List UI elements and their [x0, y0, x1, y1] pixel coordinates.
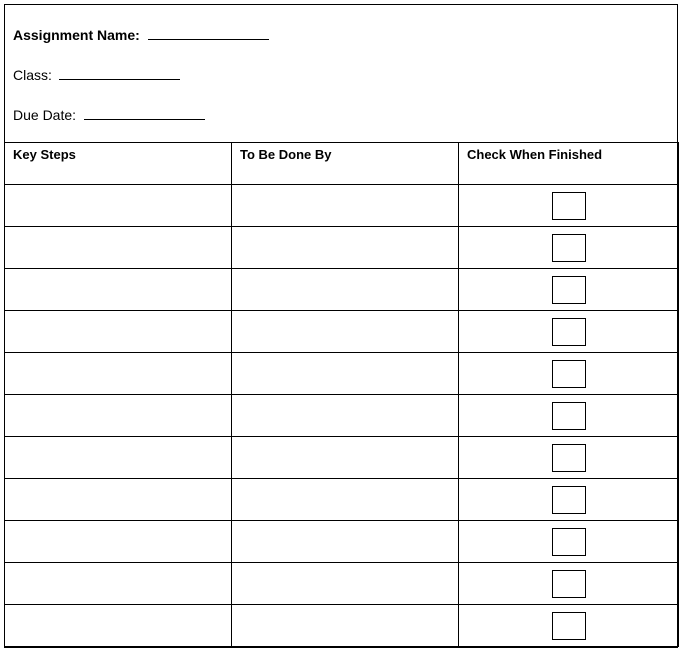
class-field — [13, 66, 180, 84]
finished-checkbox[interactable] — [552, 570, 586, 598]
table-body — [5, 185, 679, 647]
due-date-label: Due Date: — [13, 107, 77, 123]
table-row — [5, 479, 679, 521]
assignment-header — [5, 5, 677, 143]
check-cell — [459, 395, 679, 437]
finished-checkbox[interactable] — [552, 486, 586, 514]
table-row — [5, 437, 679, 479]
to-be-done-by-cell[interactable] — [232, 269, 459, 311]
key-step-cell[interactable] — [5, 353, 232, 395]
finished-checkbox[interactable] — [552, 528, 586, 556]
table-row — [5, 395, 679, 437]
to-be-done-by-cell[interactable] — [232, 227, 459, 269]
finished-checkbox[interactable] — [552, 234, 586, 262]
steps-table — [4, 142, 679, 647]
table-row — [5, 605, 679, 647]
key-step-cell[interactable] — [5, 185, 232, 227]
to-be-done-by-cell[interactable] — [232, 563, 459, 605]
finished-checkbox[interactable] — [552, 402, 586, 430]
class-blank[interactable] — [59, 66, 180, 80]
check-cell — [459, 479, 679, 521]
table-row — [5, 269, 679, 311]
to-be-done-by-cell[interactable] — [232, 353, 459, 395]
to-be-done-by-cell[interactable] — [232, 395, 459, 437]
key-step-cell[interactable] — [5, 521, 232, 563]
key-step-cell[interactable] — [5, 563, 232, 605]
table-header-row — [5, 143, 679, 185]
table-row — [5, 311, 679, 353]
key-step-cell[interactable] — [5, 395, 232, 437]
key-step-cell[interactable] — [5, 269, 232, 311]
to-be-done-by-cell[interactable] — [232, 605, 459, 647]
to-be-done-by-cell[interactable] — [232, 521, 459, 563]
check-cell — [459, 563, 679, 605]
assignment-name-blank[interactable] — [148, 26, 269, 40]
assignment-name-field — [13, 26, 269, 44]
key-step-cell[interactable] — [5, 479, 232, 521]
key-step-cell[interactable] — [5, 311, 232, 353]
check-cell — [459, 269, 679, 311]
due-date-blank[interactable] — [84, 106, 205, 120]
finished-checkbox[interactable] — [552, 192, 586, 220]
check-cell — [459, 185, 679, 227]
check-cell — [459, 605, 679, 647]
due-date-field — [13, 106, 205, 124]
table-row — [5, 563, 679, 605]
to-be-done-by-cell[interactable] — [232, 479, 459, 521]
column-header-check-when-finished: Check When Finished — [459, 143, 679, 185]
to-be-done-by-cell[interactable] — [232, 437, 459, 479]
table-row — [5, 185, 679, 227]
assignment-worksheet — [4, 4, 678, 648]
table-row — [5, 521, 679, 563]
check-cell — [459, 437, 679, 479]
column-header-key-steps: Key Steps — [5, 143, 232, 185]
check-cell — [459, 521, 679, 563]
column-header-to-be-done-by: To Be Done By — [232, 143, 459, 185]
finished-checkbox[interactable] — [552, 444, 586, 472]
class-label: Class: — [13, 67, 52, 83]
check-cell — [459, 353, 679, 395]
finished-checkbox[interactable] — [552, 360, 586, 388]
table-row — [5, 227, 679, 269]
key-step-cell[interactable] — [5, 605, 232, 647]
finished-checkbox[interactable] — [552, 318, 586, 346]
table-row — [5, 353, 679, 395]
finished-checkbox[interactable] — [552, 612, 586, 640]
assignment-name-label: Assignment Name: — [13, 27, 140, 43]
to-be-done-by-cell[interactable] — [232, 185, 459, 227]
key-step-cell[interactable] — [5, 437, 232, 479]
finished-checkbox[interactable] — [552, 276, 586, 304]
check-cell — [459, 311, 679, 353]
key-step-cell[interactable] — [5, 227, 232, 269]
to-be-done-by-cell[interactable] — [232, 311, 459, 353]
check-cell — [459, 227, 679, 269]
